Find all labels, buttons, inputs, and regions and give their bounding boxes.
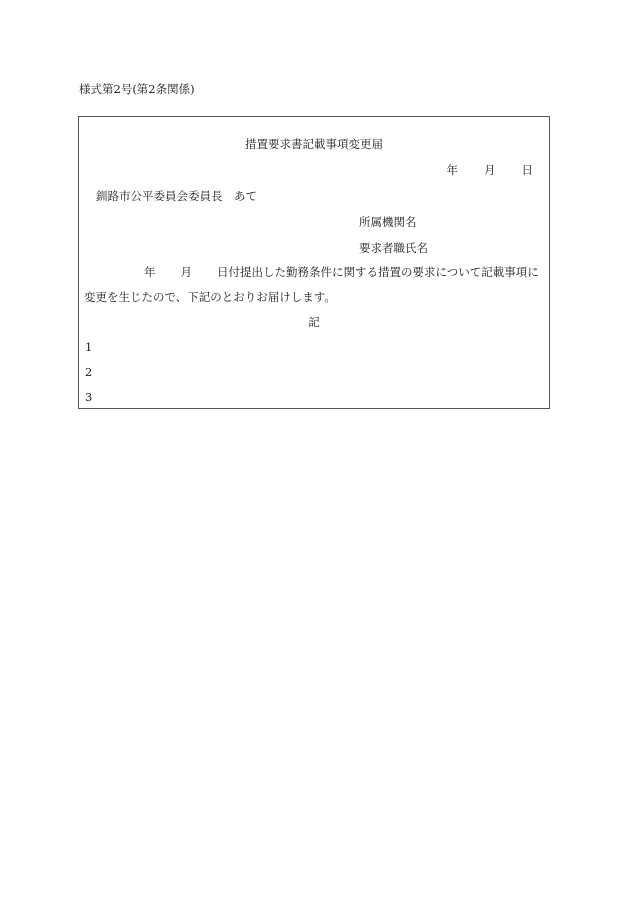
requester-label: 要求者職氏名	[359, 241, 428, 255]
body-text-line-1	[144, 265, 539, 279]
date-year-label: 年	[446, 163, 458, 177]
date-day-label: 日	[521, 163, 533, 177]
affiliation-label: 所属機関名	[359, 215, 417, 229]
body-text-1: 日付提出した勤務条件に関する措置の要求について記載事項に	[217, 265, 539, 279]
date-month-label: 月	[484, 163, 496, 177]
form-frame	[78, 116, 550, 409]
body-year-label: 年	[144, 265, 156, 279]
addressee: 釧路市公平委員会委員長 あて	[96, 189, 257, 203]
form-number: 様式第2号(第2条関係)	[79, 82, 195, 96]
date-line	[447, 163, 534, 177]
ki-heading: 記	[308, 315, 320, 329]
body-month-label: 月	[180, 265, 192, 279]
document-title: 措置要求書記載事項変更届	[245, 137, 383, 151]
list-item-2: 2	[85, 365, 93, 379]
body-text-line-2: 変更を生じたので、下記のとおりお届けします。	[84, 290, 336, 304]
list-item-1: 1	[85, 340, 93, 354]
list-item-3: 3	[85, 390, 93, 404]
